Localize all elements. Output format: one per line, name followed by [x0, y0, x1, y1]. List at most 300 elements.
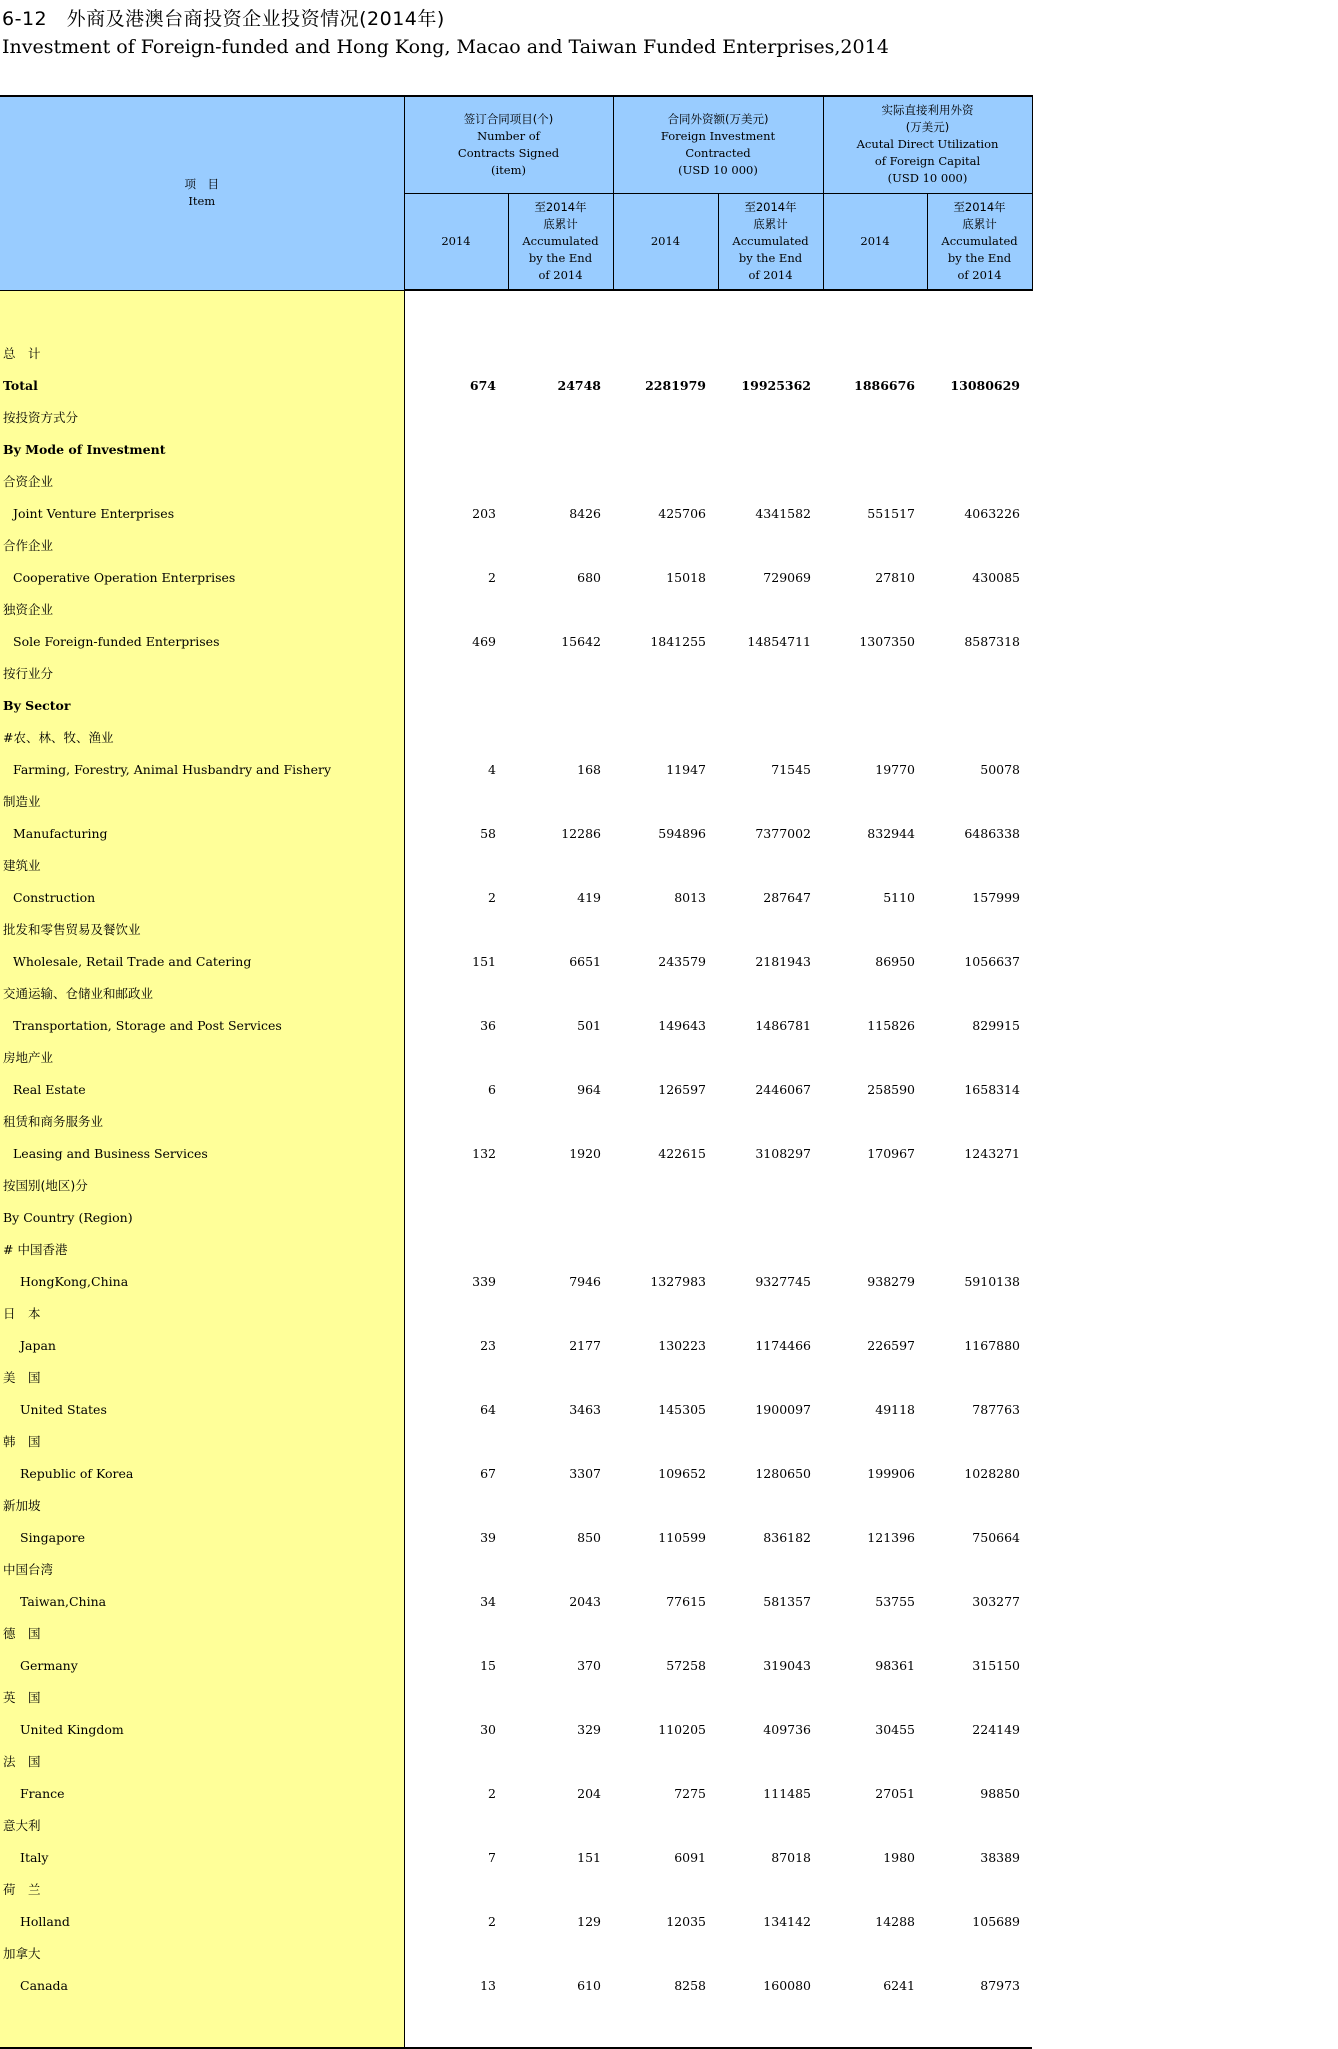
- empty-cell: [823, 721, 927, 753]
- empty-cell: [508, 785, 613, 817]
- row-label: 日 本: [0, 1297, 404, 1329]
- value-cell: 39: [480, 1529, 496, 1545]
- row-label: 交通运输、仓储业和邮政业: [0, 977, 404, 1009]
- category-row: [0, 1809, 1032, 1841]
- acc-l1: 至2014年: [534, 199, 587, 214]
- value-cell: 38389: [980, 1849, 1021, 1865]
- category-row: [0, 1425, 1032, 1457]
- empty-cell: [927, 1809, 1032, 1841]
- empty-cell: [404, 785, 508, 817]
- acc-l4: by the End: [947, 250, 1012, 265]
- empty-cell: [823, 785, 927, 817]
- empty-cell: [508, 337, 613, 369]
- value-cell: 27810: [875, 569, 916, 585]
- empty-cell: [613, 689, 718, 721]
- empty-cell: [718, 433, 823, 465]
- value-cell: 86950: [875, 953, 916, 969]
- category-row: [0, 529, 1032, 561]
- data-row: [0, 1073, 1032, 1105]
- value-cell: 4063226: [964, 505, 1021, 521]
- value-cell: 8258: [674, 1977, 706, 1993]
- value-cell: 111485: [763, 1785, 812, 1801]
- empty-cell: [404, 1233, 508, 1265]
- category-row: [0, 1201, 1032, 1233]
- row-label: Sole Foreign-funded Enterprises: [0, 625, 404, 657]
- empty-cell: [718, 1681, 823, 1713]
- value-cell: 680: [577, 569, 601, 585]
- empty-cell: [613, 721, 718, 753]
- data-row: [0, 753, 1032, 785]
- value-cell: 170967: [867, 1145, 916, 1161]
- empty-cell: [508, 1201, 613, 1233]
- sub-header-year-label: 2014: [860, 233, 890, 248]
- value-cell: 2043: [569, 1593, 601, 1609]
- empty-cell: [823, 1809, 927, 1841]
- data-row: [0, 1329, 1032, 1361]
- item-header-cn: 项 目: [184, 177, 219, 192]
- value-cell: 425706: [658, 505, 706, 521]
- value-cell: 2446067: [755, 1081, 812, 1097]
- empty-cell: [927, 1233, 1032, 1265]
- value-cell: 1920: [569, 1145, 601, 1161]
- value-cell: 2281979: [645, 377, 706, 393]
- empty-cell: [613, 785, 718, 817]
- value-cell: 14288: [875, 1913, 916, 1929]
- table-title-en: Investment of Foreign-funded and Hong Kong, Macao and Taiwan Funded Enterprises,2014: [2, 36, 889, 58]
- value-cell: 2177: [569, 1337, 601, 1353]
- value-cell: 64: [480, 1401, 496, 1417]
- data-row: [0, 1777, 1032, 1809]
- empty-cell: [823, 1553, 927, 1585]
- value-cell: 13080629: [950, 377, 1021, 393]
- category-row: [0, 1681, 1032, 1713]
- category-row: [0, 1873, 1032, 1905]
- empty-cell: [927, 1425, 1032, 1457]
- empty-cell: [823, 465, 927, 497]
- acc-l5: of 2014: [957, 267, 1002, 282]
- empty-cell: [613, 465, 718, 497]
- value-cell: 24748: [557, 377, 601, 393]
- empty-cell: [823, 1937, 927, 1969]
- empty-cell: [927, 1201, 1032, 1233]
- value-cell: 258590: [867, 1081, 916, 1097]
- empty-cell: [508, 529, 613, 561]
- empty-cell: [613, 849, 718, 881]
- category-row: [0, 433, 1032, 465]
- empty-cell: [613, 1809, 718, 1841]
- empty-cell: [613, 1041, 718, 1073]
- acc-l3: Accumulated: [732, 233, 809, 248]
- value-cell: 4341582: [755, 505, 812, 521]
- value-cell: 15642: [561, 633, 601, 649]
- empty-cell: [613, 1617, 718, 1649]
- value-cell: 226597: [867, 1337, 916, 1353]
- empty-cell: [823, 337, 927, 369]
- empty-cell: [823, 1041, 927, 1073]
- empty-cell: [404, 1937, 508, 1969]
- data-row: [0, 1457, 1032, 1489]
- value-cell: 98361: [875, 1657, 916, 1673]
- empty-cell: [927, 1681, 1032, 1713]
- data-row: [0, 1585, 1032, 1617]
- sub-header-accumulated: [927, 193, 1032, 290]
- acc-l5: of 2014: [538, 267, 583, 282]
- empty-cell: [508, 401, 613, 433]
- value-cell: 2: [488, 1785, 496, 1801]
- value-cell: 303277: [972, 1593, 1021, 1609]
- row-label: United States: [0, 1393, 404, 1425]
- empty-cell: [613, 1297, 718, 1329]
- value-cell: 7946: [569, 1273, 601, 1289]
- empty-cell: [613, 1425, 718, 1457]
- row-label: # 中国香港: [0, 1233, 404, 1265]
- empty-cell: [927, 337, 1032, 369]
- actual-utilization-header: [823, 96, 1032, 193]
- empty-cell: [404, 1553, 508, 1585]
- item-header-en: Item: [188, 194, 216, 209]
- row-label: Joint Venture Enterprises: [0, 497, 404, 529]
- value-cell: 1167880: [964, 1337, 1021, 1353]
- value-cell: 27051: [875, 1785, 916, 1801]
- data-row: [0, 1393, 1032, 1425]
- empty-cell: [823, 593, 927, 625]
- row-label: Real Estate: [0, 1073, 404, 1105]
- sub-header-year: [613, 193, 718, 290]
- data-row: [0, 1969, 1032, 2001]
- value-cell: 98850: [980, 1785, 1021, 1801]
- value-cell: 409736: [763, 1721, 812, 1737]
- row-label: 新加坡: [0, 1489, 404, 1521]
- value-cell: 9327745: [755, 1273, 812, 1289]
- value-cell: 594896: [658, 825, 706, 841]
- value-cell: 1486781: [755, 1017, 812, 1033]
- row-label: Wholesale, Retail Trade and Catering: [0, 945, 404, 977]
- empty-cell: [508, 1681, 613, 1713]
- empty-cell: [404, 1361, 508, 1393]
- empty-cell: [927, 1297, 1032, 1329]
- row-label: #农、林、牧、渔业: [0, 721, 404, 753]
- value-cell: 6241: [883, 1977, 916, 1993]
- empty-cell: [508, 1297, 613, 1329]
- value-cell: 157999: [972, 889, 1021, 905]
- value-cell: 551517: [867, 505, 916, 521]
- value-cell: 430085: [972, 569, 1021, 585]
- empty-cell: [718, 849, 823, 881]
- acc-l1: 至2014年: [744, 199, 797, 214]
- empty-cell: [508, 1809, 613, 1841]
- value-cell: 109652: [658, 1465, 706, 1481]
- data-row: [0, 881, 1032, 913]
- value-cell: 938279: [867, 1273, 916, 1289]
- empty-cell: [508, 2001, 613, 2048]
- acc-l4: by the End: [528, 250, 593, 265]
- value-cell: 2: [488, 569, 496, 585]
- category-row: [0, 977, 1032, 1009]
- row-label: Leasing and Business Services: [0, 1137, 404, 1169]
- data-row: [0, 497, 1032, 529]
- empty-cell: [823, 1169, 927, 1201]
- row-label: Transportation, Storage and Post Services: [0, 1009, 404, 1041]
- data-row: [0, 1713, 1032, 1745]
- category-row: [0, 1041, 1032, 1073]
- row-label: 法 国: [0, 1745, 404, 1777]
- empty-cell: [718, 529, 823, 561]
- value-cell: 836182: [763, 1529, 812, 1545]
- value-cell: 4: [488, 761, 496, 777]
- row-label: 合资企业: [0, 465, 404, 497]
- empty-cell: [613, 1105, 718, 1137]
- row-label: Total: [0, 369, 404, 401]
- value-cell: 370: [577, 1657, 601, 1673]
- contracts-header: [404, 96, 613, 193]
- empty-cell: [404, 689, 508, 721]
- empty-cell: [508, 1425, 613, 1457]
- foreign-investment-header-cn: 合同外资额(万美元): [667, 111, 769, 126]
- value-cell: 2181943: [755, 953, 812, 969]
- empty-cell: [823, 913, 927, 945]
- empty-cell: [613, 1745, 718, 1777]
- empty-cell: [613, 1553, 718, 1585]
- value-cell: 110599: [658, 1529, 706, 1545]
- row-label: By Country (Region): [0, 1201, 404, 1233]
- data-row: [0, 1841, 1032, 1873]
- value-cell: 1028280: [964, 1465, 1021, 1481]
- value-cell: 422615: [658, 1145, 706, 1161]
- value-cell: 1056637: [964, 953, 1021, 969]
- empty-cell: [823, 1105, 927, 1137]
- value-cell: 6486338: [964, 825, 1021, 841]
- sub-header-year: [823, 193, 927, 290]
- row-label: Canada: [0, 1969, 404, 2001]
- empty-cell: [404, 1201, 508, 1233]
- empty-cell: [823, 1681, 927, 1713]
- empty-cell: [404, 2001, 508, 2048]
- value-cell: 126597: [658, 1081, 706, 1097]
- category-row: [0, 1617, 1032, 1649]
- empty-cell: [718, 1233, 823, 1265]
- value-cell: 53755: [875, 1593, 916, 1609]
- empty-cell: [823, 1745, 927, 1777]
- empty-cell: [613, 337, 718, 369]
- empty-cell: [718, 977, 823, 1009]
- row-label: HongKong,China: [0, 1265, 404, 1297]
- empty-cell: [927, 657, 1032, 689]
- empty-cell: [404, 1617, 508, 1649]
- row-label: 中国台湾: [0, 1553, 404, 1585]
- value-cell: 339: [472, 1273, 496, 1289]
- empty-cell: [508, 1169, 613, 1201]
- empty-cell: [613, 1489, 718, 1521]
- row-label: 按国别(地区)分: [0, 1169, 404, 1201]
- value-cell: 5110: [883, 889, 916, 905]
- value-cell: 1280650: [755, 1465, 812, 1481]
- value-cell: 7: [488, 1849, 496, 1865]
- empty-cell: [718, 1489, 823, 1521]
- value-cell: 14854711: [747, 633, 812, 649]
- row-label: 德 国: [0, 1617, 404, 1649]
- empty-cell: [927, 593, 1032, 625]
- value-cell: 1327983: [650, 1273, 706, 1289]
- value-cell: 132: [472, 1145, 496, 1161]
- empty-cell: [718, 1617, 823, 1649]
- category-row: [0, 337, 1032, 369]
- value-cell: 168: [577, 761, 601, 777]
- value-cell: 49118: [875, 1401, 916, 1417]
- acc-l3: Accumulated: [522, 233, 599, 248]
- actual-utilization-header-unit-cn: (万美元): [905, 120, 950, 135]
- empty-cell: [613, 977, 718, 1009]
- end-label: [0, 2001, 404, 2048]
- empty-cell: [508, 689, 613, 721]
- row-label: 按投资方式分: [0, 401, 404, 433]
- value-cell: 203: [472, 505, 496, 521]
- value-cell: 315150: [972, 1657, 1021, 1673]
- empty-cell: [927, 1937, 1032, 1969]
- empty-cell: [927, 2001, 1032, 2048]
- empty-cell: [404, 529, 508, 561]
- category-row: [0, 721, 1032, 753]
- empty-cell: [927, 913, 1032, 945]
- empty-cell: [718, 337, 823, 369]
- empty-cell: [927, 1169, 1032, 1201]
- spacer-label: [0, 290, 404, 337]
- empty-cell: [823, 1361, 927, 1393]
- empty-cell: [613, 657, 718, 689]
- empty-cell: [508, 1873, 613, 1905]
- value-cell: 130223: [658, 1337, 706, 1353]
- empty-cell: [927, 1745, 1032, 1777]
- category-row: [0, 465, 1032, 497]
- table-title-cn: 6-12 外商及港澳台商投资企业投资情况(2014年): [2, 8, 445, 30]
- row-label: Holland: [0, 1905, 404, 1937]
- empty-cell: [404, 401, 508, 433]
- empty-cell: [404, 721, 508, 753]
- empty-cell: [927, 529, 1032, 561]
- spacer-row: [0, 290, 1032, 337]
- actual-utilization-header-en2: of Foreign Capital: [874, 154, 981, 169]
- empty-cell: [927, 401, 1032, 433]
- acc-l3: Accumulated: [941, 233, 1018, 248]
- row-label: Manufacturing: [0, 817, 404, 849]
- row-label: 加拿大: [0, 1937, 404, 1969]
- value-cell: 1980: [883, 1849, 916, 1865]
- empty-cell: [718, 721, 823, 753]
- empty-cell: [404, 1681, 508, 1713]
- value-cell: 87018: [771, 1849, 812, 1865]
- value-cell: 850: [577, 1529, 601, 1545]
- empty-cell: [823, 529, 927, 561]
- value-cell: 581357: [763, 1593, 812, 1609]
- row-label: United Kingdom: [0, 1713, 404, 1745]
- value-cell: 67: [480, 1465, 496, 1481]
- empty-cell: [508, 657, 613, 689]
- row-label: 独资企业: [0, 593, 404, 625]
- empty-cell: [927, 721, 1032, 753]
- value-cell: 829915: [972, 1017, 1021, 1033]
- category-row: [0, 401, 1032, 433]
- row-label: 英 国: [0, 1681, 404, 1713]
- value-cell: 19770: [875, 761, 916, 777]
- empty-cell: [404, 657, 508, 689]
- empty-cell: [718, 1297, 823, 1329]
- row-label: 总 计: [0, 337, 404, 369]
- value-cell: 12286: [561, 825, 601, 841]
- value-cell: 224149: [972, 1721, 1021, 1737]
- value-cell: 105689: [972, 1913, 1021, 1929]
- data-row: [0, 1009, 1032, 1041]
- empty-cell: [404, 1297, 508, 1329]
- empty-cell: [508, 1553, 613, 1585]
- value-cell: 8426: [569, 505, 601, 521]
- row-label: Farming, Forestry, Animal Husbandry and Fishery: [0, 753, 404, 785]
- value-cell: 8587318: [964, 633, 1021, 649]
- empty-cell: [404, 977, 508, 1009]
- empty-cell: [718, 401, 823, 433]
- data-row: [0, 817, 1032, 849]
- acc-l2: 底累计: [753, 216, 788, 231]
- empty-cell: [927, 849, 1032, 881]
- row-label: 房地产业: [0, 1041, 404, 1073]
- value-cell: 2: [488, 1913, 496, 1929]
- value-cell: 204: [577, 1785, 601, 1801]
- empty-cell: [823, 1297, 927, 1329]
- data-row: [0, 1521, 1032, 1553]
- value-cell: 23: [480, 1337, 496, 1353]
- category-row: [0, 689, 1032, 721]
- empty-cell: [823, 1873, 927, 1905]
- empty-cell: [823, 1233, 927, 1265]
- row-label: Construction: [0, 881, 404, 913]
- empty-cell: [927, 785, 1032, 817]
- value-cell: 1307350: [859, 633, 916, 649]
- value-cell: 3307: [569, 1465, 601, 1481]
- empty-cell: [508, 1937, 613, 1969]
- value-cell: 11947: [666, 761, 706, 777]
- empty-cell: [718, 657, 823, 689]
- row-label: 荷 兰: [0, 1873, 404, 1905]
- value-cell: 610: [577, 1977, 601, 1993]
- empty-cell: [404, 1745, 508, 1777]
- value-cell: 1174466: [755, 1337, 812, 1353]
- sub-header-accumulated: [508, 193, 613, 290]
- sub-header-year-label: 2014: [441, 233, 471, 248]
- empty-cell: [508, 1745, 613, 1777]
- empty-cell: [927, 1041, 1032, 1073]
- empty-cell: [718, 1201, 823, 1233]
- empty-cell: [823, 433, 927, 465]
- empty-cell: [508, 465, 613, 497]
- value-cell: 71545: [771, 761, 812, 777]
- value-cell: 7377002: [755, 825, 812, 841]
- value-cell: 2: [488, 889, 496, 905]
- value-cell: 199906: [867, 1465, 916, 1481]
- value-cell: 6: [488, 1081, 496, 1097]
- empty-cell: [718, 1169, 823, 1201]
- empty-cell: [718, 1361, 823, 1393]
- table-body: [0, 290, 1032, 2048]
- sub-header-year: [404, 193, 508, 290]
- contracts-header-cn: 签订合同项目(个): [463, 111, 554, 126]
- value-cell: 832944: [867, 825, 916, 841]
- value-cell: 34: [480, 1593, 496, 1609]
- empty-cell: [718, 1809, 823, 1841]
- empty-cell: [927, 1617, 1032, 1649]
- category-row: [0, 657, 1032, 689]
- empty-cell: [613, 1233, 718, 1265]
- contracts-header-en1: Number of: [477, 128, 540, 143]
- empty-cell: [927, 465, 1032, 497]
- empty-cell: [613, 913, 718, 945]
